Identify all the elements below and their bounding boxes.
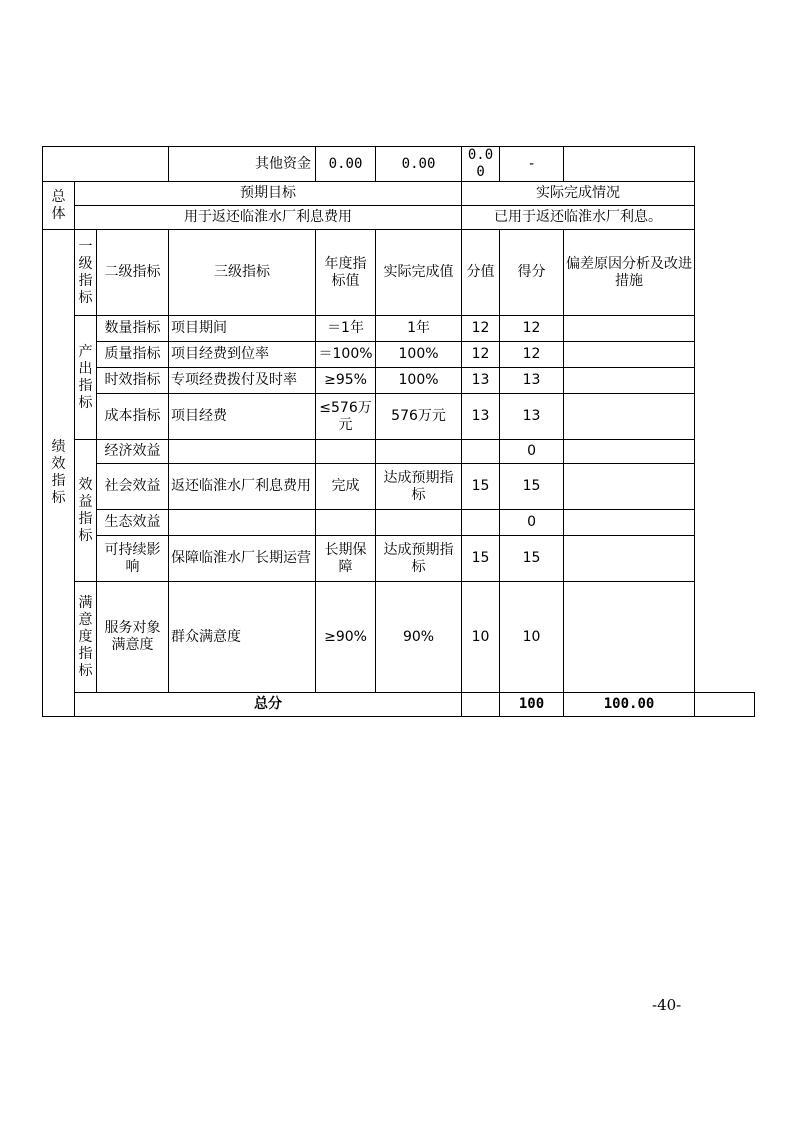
table-row — [43, 368, 755, 394]
total-score: 100.00 — [564, 693, 695, 717]
annual-value-header: 年度指标值 — [316, 230, 376, 316]
level2-cell: 可持续影响 — [97, 536, 169, 582]
other-funds-value-4: - — [500, 147, 564, 182]
level2-header: 二级指标 — [97, 230, 169, 316]
perf-label: 绩效指标 — [51, 439, 66, 506]
table-row — [43, 394, 755, 440]
score-cell: 0 — [500, 510, 564, 536]
table-row — [43, 342, 755, 368]
satisfaction-group-cell — [75, 582, 97, 693]
column-header-row — [43, 230, 755, 316]
actual-cell: 576万元 — [376, 394, 462, 440]
note-cell — [564, 394, 695, 440]
total-weight: 100 — [500, 693, 564, 717]
actual-value-header: 实际完成值 — [376, 230, 462, 316]
level1-header-cell — [75, 230, 97, 316]
score-cell: 12 — [500, 342, 564, 368]
target-cell: ≤576万元 — [316, 394, 376, 440]
target-cell: ≥95% — [316, 368, 376, 394]
score-cell: 15 — [500, 464, 564, 510]
actual-cell — [376, 510, 462, 536]
score-cell: 12 — [500, 316, 564, 342]
score-cell: 13 — [500, 368, 564, 394]
actual-text: 已用于返还临淮水厂利息。 — [462, 206, 695, 230]
output-group-label: 产出指标 — [78, 343, 93, 411]
note-cell — [564, 464, 695, 510]
level2-cell: 生态效益 — [97, 510, 169, 536]
actual-cell: 90% — [376, 582, 462, 693]
table-row — [43, 316, 755, 342]
benefit-group-cell — [75, 440, 97, 582]
score-weight-header: 分值 — [462, 230, 500, 316]
target-cell: 完成 — [316, 464, 376, 510]
actual-cell: 100% — [376, 368, 462, 394]
note-cell — [564, 536, 695, 582]
total-row — [43, 693, 755, 717]
blank-cell — [695, 693, 755, 717]
score-header: 得分 — [500, 230, 564, 316]
target-cell: ＝100% — [316, 342, 376, 368]
other-funds-value-3: 0.00 — [462, 147, 500, 182]
goal-header: 预期目标 — [75, 182, 462, 206]
level2-cell: 经济效益 — [97, 440, 169, 464]
benefit-group-label: 效益指标 — [78, 476, 93, 544]
note-cell — [564, 440, 695, 464]
level2-cell: 社会效益 — [97, 464, 169, 510]
overall-header-row — [43, 182, 755, 206]
actual-cell: 1年 — [376, 316, 462, 342]
blank-cell — [43, 147, 169, 182]
goal-text: 用于返还临淮水厂利息费用 — [75, 206, 462, 230]
level3-cell — [169, 510, 316, 536]
table-row — [43, 440, 755, 464]
level3-cell: 项目经费到位率 — [169, 342, 316, 368]
level3-cell: 保障临淮水厂长期运营 — [169, 536, 316, 582]
actual-header: 实际完成情况 — [462, 182, 695, 206]
level3-header: 三级指标 — [169, 230, 316, 316]
level3-cell: 项目经费 — [169, 394, 316, 440]
other-funds-value-1: 0.00 — [316, 147, 376, 182]
weight-cell — [462, 440, 500, 464]
target-cell: 长期保障 — [316, 536, 376, 582]
blank-cell — [462, 693, 500, 717]
total-label: 总分 — [75, 693, 462, 717]
target-cell — [316, 510, 376, 536]
output-group-cell — [75, 316, 97, 440]
target-cell — [316, 440, 376, 464]
level2-cell: 服务对象满意度 — [97, 582, 169, 693]
level3-cell: 群众满意度 — [169, 582, 316, 693]
overall-label-cell — [43, 182, 75, 230]
weight-cell: 12 — [462, 316, 500, 342]
perf-label-cell — [43, 230, 75, 717]
table-row — [43, 510, 755, 536]
score-cell: 15 — [500, 536, 564, 582]
level2-cell: 时效指标 — [97, 368, 169, 394]
actual-cell: 达成预期指标 — [376, 536, 462, 582]
page-number: -40- — [652, 996, 682, 1014]
note-cell — [564, 368, 695, 394]
level3-cell — [169, 440, 316, 464]
level3-cell: 项目期间 — [169, 316, 316, 342]
deviation-header: 偏差原因分析及改进措施 — [564, 230, 695, 316]
score-cell: 13 — [500, 394, 564, 440]
other-funds-label-cell — [169, 147, 316, 182]
table-row — [43, 582, 755, 693]
note-cell — [564, 510, 695, 536]
other-funds-label: 其他资金 — [255, 155, 312, 172]
performance-table — [42, 146, 755, 717]
weight-cell: 12 — [462, 342, 500, 368]
level2-cell: 成本指标 — [97, 394, 169, 440]
table-row — [43, 464, 755, 510]
level1-header: 一级指标 — [78, 238, 93, 306]
other-funds-row — [43, 147, 755, 182]
level2-cell: 数量指标 — [97, 316, 169, 342]
level3-cell: 返还临淮水厂利息费用 — [169, 464, 316, 510]
table-row — [43, 536, 755, 582]
other-funds-value-2: 0.00 — [376, 147, 462, 182]
target-cell: ＝1年 — [316, 316, 376, 342]
score-cell: 0 — [500, 440, 564, 464]
actual-cell: 100% — [376, 342, 462, 368]
actual-cell: 达成预期指标 — [376, 464, 462, 510]
overall-label: 总体 — [51, 188, 66, 222]
weight-cell: 15 — [462, 464, 500, 510]
score-cell: 10 — [500, 582, 564, 693]
note-cell — [564, 316, 695, 342]
note-cell — [564, 342, 695, 368]
weight-cell: 10 — [462, 582, 500, 693]
level3-cell: 专项经费拨付及时率 — [169, 368, 316, 394]
weight-cell: 13 — [462, 394, 500, 440]
target-cell: ≥90% — [316, 582, 376, 693]
weight-cell: 13 — [462, 368, 500, 394]
weight-cell: 15 — [462, 536, 500, 582]
actual-cell — [376, 440, 462, 464]
level2-cell: 质量指标 — [97, 342, 169, 368]
satisfaction-group-label: 满意度指标 — [78, 594, 93, 679]
blank-cell — [564, 147, 695, 182]
overall-text-row — [43, 206, 755, 230]
weight-cell — [462, 510, 500, 536]
note-cell — [564, 582, 695, 693]
